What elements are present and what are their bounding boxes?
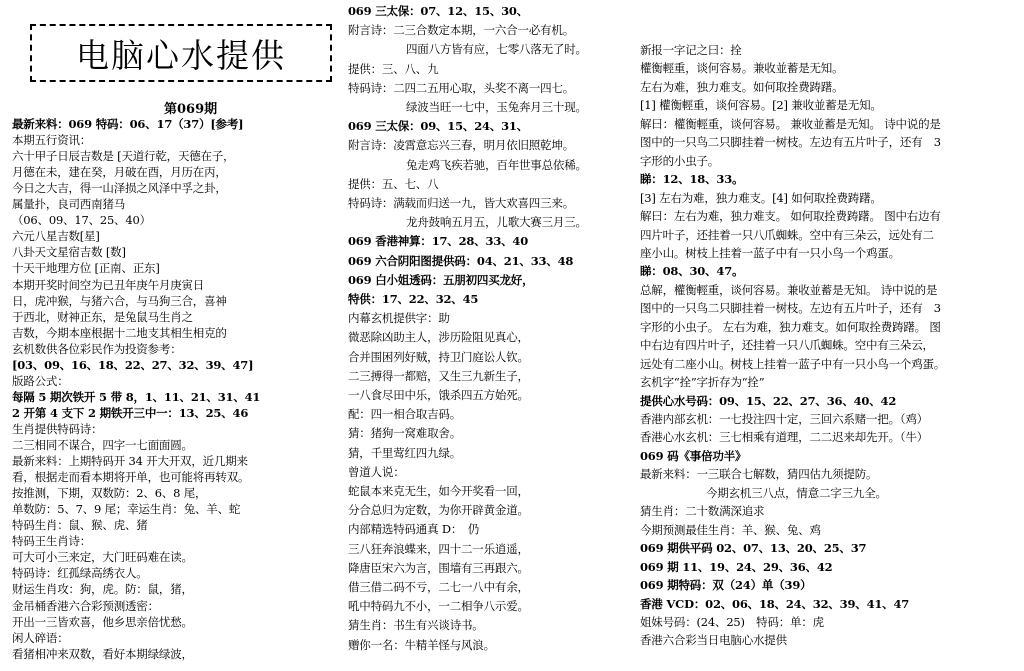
text-line: 玄机字“拴”字折存为“拴”	[640, 375, 765, 390]
text-line: [1] 權衡輕重，谈何容易。[2] 兼收並蓄是无知。	[640, 98, 882, 113]
text-line: 玄机数供各位彩民作为投资参考：	[12, 341, 182, 356]
text-line: 二三相同不谋合，四字一七面面圆。	[12, 438, 193, 452]
text-line: 069 白小姐透码：五朋初四买龙好，	[348, 272, 534, 287]
text-line: 睇：12、18、33。	[640, 172, 744, 187]
text-line: 附言诗：凌霄意忘兴三春，明月依旧照乾坤。	[348, 138, 574, 153]
text-line: 香港六合彩当日电脑心水提供	[640, 633, 787, 648]
text-line: 月德在未，建在癸，月破在酉，月历在丙，	[12, 165, 227, 180]
text-line: 睇：08、30、47。	[640, 264, 744, 279]
text-line: 二三搏得一都赔，又生三九新生子，	[348, 368, 529, 383]
text-line: 开出一三皆欢喜，他乡思亲倍忧愁。	[12, 614, 193, 629]
text-line: 提供心水号码：09、15、22、27、36、40、42	[640, 393, 897, 408]
text-line: 069 码《事倍功半》	[640, 448, 747, 463]
text-line: 069 三太保：07、12、15、30、	[348, 4, 529, 18]
text-line: 六元八星吉数[星]	[12, 229, 100, 244]
text-line: 最新来料：一三联合七解数，猜四估九须提防。	[640, 467, 878, 482]
text-line: [3] 左右为难，独力难支。[4] 如何取拴费踌躇。	[640, 190, 882, 205]
text-line: 四面八方皆有应，七零八落无了时。	[406, 42, 587, 57]
text-line: 中右边有四片叶子，还挂着一只八爪蜘蛛。空中有三朵云，	[640, 338, 934, 353]
text-line: 曾道人说：	[348, 464, 405, 479]
text-line: 四片叶子，还挂着一只八爪蜘蛛。空中有三朵云，远处有二	[640, 227, 934, 242]
text-line: 權衡輕重，谈何容易。兼收並蓄是无知。	[640, 61, 844, 76]
text-line: 属量扑，良司西南猪马	[12, 197, 125, 212]
text-line: 字形的小虫子。 左右为难，独力难支。如何取拴费踌躇。 图	[640, 319, 941, 334]
text-line: 每隔 5 期次铁开 5 带 8，1、11、21、31、41	[12, 389, 261, 404]
text-line: 猜，千里莺红四九绿。	[348, 445, 461, 460]
text-line: 闲人碎语：	[12, 630, 69, 645]
text-line: 赠你一名：牛精羊怪与风浪。	[348, 637, 495, 652]
text-line: 降唐臣宋六为言，围墙有三再跟六。	[348, 560, 529, 575]
text-line: 左右为难，独力难支。如何取拴费踌躇。	[640, 79, 844, 94]
text-line: 2 开第 4 支下 2 期铁开三中一：13、25、46	[12, 405, 249, 420]
text-line: [03、09、16、18、22、27、32、39、47]	[12, 357, 254, 372]
text-line: 龙舟鼓响五月五，儿歌大赛三月三。	[406, 215, 587, 230]
text-line: 借三借二码不亏，二七一八中有余，	[348, 580, 529, 594]
text-line: 总解，權衡輕重，谈何容易。兼收並蓄是无知。 诗中说的是	[640, 282, 938, 297]
logo-title: 电脑心水提供	[76, 35, 286, 75]
text-line: 069 香港神算：17、28、33、40	[348, 234, 529, 249]
text-line: 字形的小虫子。	[640, 153, 720, 168]
text-line: 吼中特码九不小，一二相争八示爱。	[348, 599, 529, 614]
text-line: 图中的一只鸟二只脚挂着一树枝。左边有五片叶子，还有 3	[640, 301, 941, 316]
text-line: 069 期特码：双（24）单（39）	[640, 578, 812, 593]
text-line: 猜生肖：书生有兴谈诗书。	[348, 618, 484, 633]
text-line: 069 三太保：09、15、24、31、	[348, 119, 529, 134]
text-line: 一八食尽田中乐，饿杀四五方始死。	[348, 388, 529, 402]
text-line: 附言诗：二三合数定本期，一六合一必有机。	[348, 23, 574, 38]
text-line: 今期玄机三八点，情意二字三九全。	[706, 485, 887, 500]
text-line: 内幕玄机提供字：助	[348, 311, 450, 326]
text-line: 特码生肖：鼠、猴、虎、猪	[12, 518, 148, 533]
text-line: 看，根据走而看本期将开单，也可能将再转双。	[12, 470, 250, 485]
text-line: 解曰：權衡輕重，谈何容易。 兼收並蓄是无知。 诗中说的是	[640, 116, 941, 131]
text-line: 特码诗：满载而归送一九，皆大欢喜四三来。	[348, 196, 574, 210]
text-line: 日，虎冲猴，与猪六合，与马狗三合，喜神	[12, 293, 227, 308]
text-line: 本期开奖时间空为已丑年庚午月庚寅日	[12, 277, 205, 292]
text-line: 可大可小三来定，大门旺码难在读。	[12, 550, 193, 565]
text-line: 069 期供平码 02、07、13、20、25、37	[640, 541, 867, 556]
text-line: 猜生肖：二十数满深追求	[640, 504, 765, 519]
text-line: 远处有二座小山。树枝上挂着一蓝子中有一只小鸟一个鸡蛋。	[640, 356, 946, 371]
text-line: 特码诗：红孤绿高绣衣人。	[12, 566, 148, 581]
text-line: 特码王生肖诗：	[12, 534, 92, 549]
text-line: 今日之大吉，得一山泽损之风泽中孚之卦，	[12, 181, 227, 196]
text-line: 最新来料：069 特码：06、17（37）[参考]	[12, 117, 244, 131]
text-line: 八卦天文星宿吉数 [数]	[12, 245, 126, 260]
text-line: 十天干地理方位 [正南、正东]	[12, 261, 160, 276]
text-line: 座小山。树枝上挂着一蓝子中有一只小鸟一个鸡蛋。	[640, 245, 900, 260]
text-line: 单数防：5、7、9 尾；幸运生肖：兔、羊、蛇	[12, 502, 241, 517]
text-line: 姐妹号码：(24、25) 特码：单：虎	[640, 614, 824, 629]
text-line: 提供：三、八、九	[348, 61, 439, 76]
text-line: 金吊桶香港六合彩预测透密：	[12, 598, 159, 613]
text-line: 三八狂奔浪蝶来，四十二一乐逍遥，	[348, 541, 529, 556]
issue-number: 第069期	[164, 102, 218, 117]
text-line: 兔走鸡飞疾若驰，百年世事总依稀。	[406, 157, 587, 172]
logo-box	[30, 24, 332, 82]
text-line: 猜：猪狗一窝难取舍。	[348, 426, 461, 441]
text-line: 香港内部玄机：一七投注四十定，三回六系赌一把。（鸡）	[640, 412, 929, 426]
text-line: 六十甲子日辰吉数是 [天道行乾，天德在子，	[12, 149, 235, 164]
text-line: 内部精选特码通真 D： 仍	[348, 522, 480, 537]
text-line: 今期预测最佳生肖：羊、猴、兔、鸡	[640, 522, 821, 537]
text-line: 按推测，下期，双数防：2、6、8 尾，	[12, 486, 207, 501]
text-line: 财运生肖攻：狗，虎。防：鼠，猪，	[12, 582, 193, 597]
text-line: 特码诗：二四二五用心取，头奖不离一四七。	[348, 80, 574, 95]
text-line: 香港 VCD：02、06、18、24、32、39、41、47	[640, 596, 910, 611]
text-line: 解曰：左右为难，独力难支。 如何取拴费踌躇。 图中右边有	[640, 209, 941, 224]
text-line: 最新来料：上期特码开 34 开大开双，近几期来	[12, 454, 248, 469]
text-line: 配：四一相合取吉码。	[348, 407, 461, 422]
text-line: 本期五行资讯：	[12, 133, 92, 148]
text-line: 吉数，今期本座根据十二地支其相生相克的	[12, 325, 227, 340]
text-line: 069 期 11、19、24、29、36、42	[640, 559, 833, 574]
text-line: 合并围困列好贼，持卫门庭讼人钦。	[348, 349, 529, 364]
text-line: 新报一字记之曰：拴	[640, 43, 742, 57]
text-line: 绿波当旺一七中，玉兔奔月三十现。	[406, 100, 587, 114]
text-line: 特供：17、22、32、45	[348, 292, 479, 306]
text-line: 提供：五、七、八	[348, 176, 439, 191]
text-line: 生肖提供特码诗：	[12, 421, 103, 436]
text-line: 蛇鼠本来克无生，如今开奖看一回，	[348, 484, 529, 498]
text-line: 069 六合阴阳图提供码：04、21、33、48	[348, 253, 574, 268]
text-line: 看猪相冲来双数，看好本期绿绿波，	[12, 646, 193, 661]
text-line: 微恶除凶助主人，涉历险阻见真心，	[348, 330, 529, 345]
text-line: （06、09、17、25、40）	[12, 213, 151, 228]
text-line: 版路公式：	[12, 373, 69, 388]
text-line: 分合总归为定数，为你开辟黄金道。	[348, 503, 529, 518]
text-line: 图中的一只鸟二只脚挂着一树枝。左边有五片叶子，还有 3	[640, 135, 941, 150]
text-line: 于西北，财神正东，是兔鼠马生肖之	[12, 309, 193, 324]
text-line: 香港心水玄机：三七相乘有道理，二二迟来却先开。（牛）	[640, 430, 929, 445]
